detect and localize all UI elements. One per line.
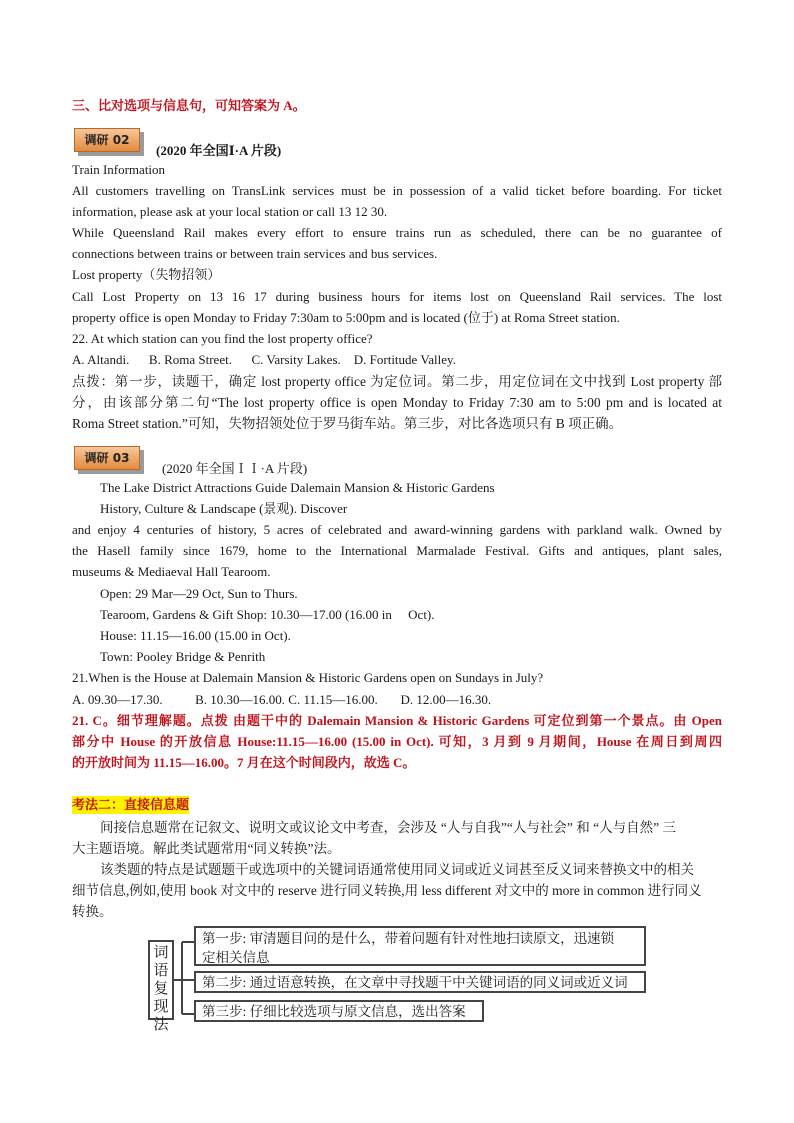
diagram-step-1 bbox=[194, 926, 646, 966]
question-line: 21.When is the House at Dalemain Mansion & Historic Gardens open on Sundays in July? bbox=[72, 670, 544, 685]
answer-line: 部分中 House 的开放信息 House:11.15—16.00 (15.00 in Oct). 可知，3 月到 9 月期间，House 在周日到周四 bbox=[72, 734, 722, 749]
answer-line: 21. C。细节理解题。点拨 由题干中的 Dalemain Mansion & Historic Gardens 可定位到第一个景点。由 Open bbox=[72, 713, 722, 728]
text-line: and enjoy 4 centuries of history, 5 acres of celebrated and award-winning gardens with parkland walk. Owned by bbox=[72, 522, 722, 537]
diagram-step-3: 第三步: 仔细比较选项与原文信息，选出答案 bbox=[194, 1000, 484, 1022]
study-badge-02: 调研 02 bbox=[74, 128, 144, 156]
method-para: 细节信息,例如,使用 book 对文中的 reserve 进行同义转换,用 less different 对文中的 more in common 进行同义 bbox=[72, 883, 702, 898]
section-heading: 三、比对选项与信息句，可知答案为 A。 bbox=[72, 98, 306, 113]
text-line: Train Information bbox=[72, 162, 166, 177]
options-line: A. 09.30—17.30. B. 10.30—16.00. C. 11.15—16.00. D. 12.00—16.30. bbox=[72, 692, 492, 707]
explain-line: 分，由该部分第二句“The lost property office is open Monday to Friday 7:30 am to 5:00 pm and is located at bbox=[72, 395, 722, 410]
text-line: All customers travelling on TransLink services must be in possession of a valid ticket before boarding. For ticket bbox=[72, 183, 722, 198]
text-line: History, Culture & Landscape (景观). Discover bbox=[100, 501, 348, 516]
study-badge-03: 调研 03 bbox=[74, 446, 144, 474]
study-source-03: (2020 年全国ＩＩ·A 片段) bbox=[162, 461, 308, 476]
text-line: connections between trains or between train services and bus services. bbox=[72, 246, 438, 261]
question-line: 22. At which station can you find the lost property office? bbox=[72, 331, 373, 346]
text-line: the Hasell family since 1679, home to the International Marmalade Festival. Gifts and antiques, plant sales, bbox=[72, 543, 722, 558]
text-line: information, please ask at your local station or call 13 12 30. bbox=[72, 204, 388, 219]
text-line: While Queensland Rail makes every effort to ensure trains run as scheduled, there can be no guarantee of bbox=[72, 225, 722, 240]
text-line: museums & Mediaeval Hall Tearoom. bbox=[72, 564, 271, 579]
method-heading: 考法二：直接信息题 bbox=[72, 797, 190, 812]
text-line: The Lake District Attractions Guide Dalemain Mansion & Historic Gardens bbox=[100, 480, 495, 495]
options-line: A. Altandi. B. Roma Street. C. Varsity Lakes. D. Fortitude Valley. bbox=[72, 352, 456, 367]
method-para: 大主题语境。解此类试题常用“同义转换”法。 bbox=[72, 841, 341, 856]
diagram-label: 词语复现法 bbox=[148, 940, 174, 1020]
text-line: Tearoom, Gardens & Gift Shop: 10.30—17.00 (16.00 in Oct). bbox=[100, 607, 435, 622]
text-line: House: 11.15—16.00 (15.00 in Oct). bbox=[100, 628, 291, 643]
method-para: 转换。 bbox=[72, 904, 113, 919]
study-source-02: (2020 年全国Ⅰ·A 片段) bbox=[156, 143, 282, 158]
explain-line: 点拨：第一步，读题干，确定 lost property office 为定位词。第二步，用定位词在文中找到 Lost property 部 bbox=[72, 374, 722, 389]
text-line: Call Lost Property on 13 16 17 during business hours for items lost on Queensland Rail services. The lost bbox=[72, 289, 722, 304]
text-line: Open: 29 Mar—29 Oct, Sun to Thurs. bbox=[100, 586, 298, 601]
method-para: 该类题的特点是试题题干或选项中的关键词语通常使用同义词或近义词甚至反义词来替换文中的相关 bbox=[100, 862, 694, 877]
answer-line: 的开放时间为 11.15—16.00。7 月在这个时间段内，故选 C。 bbox=[72, 755, 416, 770]
method-para: 间接信息题常在记叙文、说明文或议论文中考查，会涉及 “人与自我”“人与社会” 和 “人与自然” 三 bbox=[100, 820, 676, 835]
text-line: property office is open Monday to Friday 7:30am to 5:00pm and is located (位于) at Roma Street station. bbox=[72, 310, 620, 325]
text-line: Lost property（失物招领） bbox=[72, 267, 221, 282]
step-1-line-a: 第一步: 审清题目问的是什么，带着问题有针对性地扫读原文，迅速锁 bbox=[202, 931, 615, 946]
explain-line: Roma Street station.”可知，失物招领处位于罗马街车站。第三步，对比各选项只有 B 项正确。 bbox=[72, 416, 623, 431]
diagram-step-2: 第二步: 通过语意转换，在文章中寻找题干中关键词语的同义词或近义词 bbox=[194, 971, 646, 993]
text-line: Town: Pooley Bridge & Penrith bbox=[100, 649, 266, 664]
step-1-line-b: 定相关信息 bbox=[202, 950, 270, 965]
